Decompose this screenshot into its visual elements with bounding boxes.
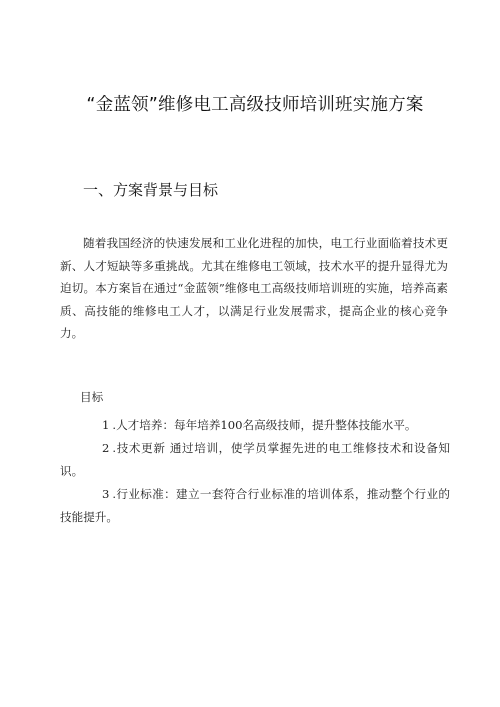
goal-text: .人才培养：每年培养100名高级技师，提升整体技能水平。 — [112, 418, 417, 432]
goal-number: 3 — [102, 487, 110, 501]
goal-list — [60, 414, 450, 529]
document-title: “金蓝领”维修电工高级技师培训班实施方案 — [86, 95, 424, 115]
goal-item-1 — [60, 414, 450, 437]
goals-label: 目标 — [80, 390, 104, 404]
goal-item-2 — [60, 437, 450, 483]
goal-item-3 — [60, 483, 450, 529]
background-paragraph: 随着我国经济的快速发展和工业化进程的加快，电工行业面临着技术更新、人才短缺等多重挑战。尤其在维修电工领域，技术水平的提升显得尤为迫切。本方案旨在通过“金蓝领”维修电工高级技师培训班的实施，培养高素质、高技能的维修电工人才，以满足行业发展需求，提高企业的核心竞争力。 — [60, 236, 448, 341]
section-heading: 一、方案背景与目标 — [83, 181, 219, 199]
goal-text: .行业标准：建立一套符合行业标准的培训体系，推动整个行业的技能提升。 — [60, 487, 450, 524]
goal-number: 2 — [102, 441, 110, 455]
goal-text: .技术更新 通过培训，使学员掌握先进的电工维修技术和设备知识。 — [60, 441, 450, 478]
goal-number: 1 — [102, 418, 110, 432]
